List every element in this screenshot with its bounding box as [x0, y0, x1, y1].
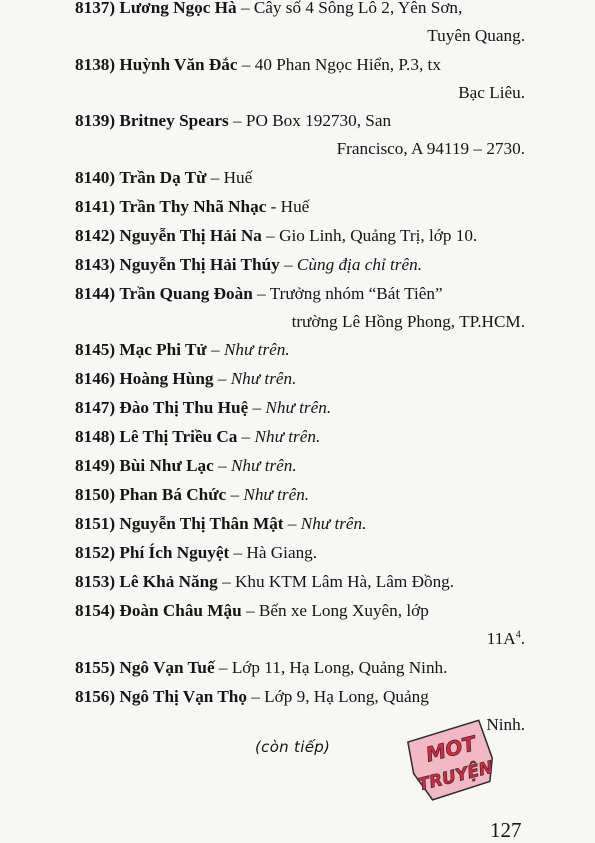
entry-address: Như trên. [243, 485, 310, 504]
watermark-logo [404, 718, 500, 806]
entry-separator: – [229, 543, 247, 562]
entry-address: Như trên. [300, 514, 367, 533]
to-be-continued-text: (còn tiếp) [255, 738, 331, 756]
entry-number: 8138) [75, 54, 116, 74]
list-item [75, 0, 525, 50]
entry-address: Như trên. [254, 427, 321, 446]
entry-address-continued [75, 22, 525, 50]
page-number: 127 [490, 818, 522, 842]
entry-address: Cùng địa chỉ trên. [296, 254, 423, 274]
entry-name: Bùi Như Lạc [119, 456, 214, 475]
list-item [75, 336, 525, 364]
entry-separator: – [237, 54, 255, 74]
entry-separator: – [252, 283, 270, 303]
entry-address: Huế [280, 196, 310, 216]
entry-name: Trần Dạ Từ [119, 167, 207, 187]
list-item [75, 222, 525, 250]
entry-separator: – [228, 111, 246, 130]
logo-line1: MOT [423, 731, 479, 767]
entry-number: 8155) [75, 657, 116, 677]
entry-address-continued-text: 11A [486, 629, 516, 648]
logo-line2: TRUYỆN [416, 757, 496, 796]
entry-address-continued [75, 79, 525, 107]
entry-number: 8140) [75, 167, 116, 187]
list-item [75, 280, 525, 336]
entry-name: Phan Bá Chức [119, 485, 227, 504]
entry-separator: – [246, 686, 265, 706]
footnote-marker: 4 [515, 629, 521, 641]
entry-name: Nguyễn Thị Thân Mật [119, 514, 284, 533]
entry-separator: – [214, 657, 232, 677]
entry-number: 8154) [75, 601, 116, 620]
entry-separator: – [213, 456, 231, 475]
list-item [75, 193, 525, 221]
list-item [75, 394, 525, 422]
entry-address: Như trên. [230, 456, 297, 475]
list-item [75, 481, 525, 509]
list-item [75, 423, 525, 451]
entry-address: PO Box 192730, San [245, 111, 392, 130]
list-item [75, 164, 525, 192]
entry-name: Mạc Phi Tử [119, 340, 207, 359]
entry-address: Hà Giang. [246, 543, 318, 562]
entry-number: 8151) [75, 514, 116, 533]
entry-address-continued-text: trường Lê Hồng Phong, TP.HCM. [291, 311, 525, 331]
entry-address: Huế [223, 167, 253, 187]
entry-address: 40 Phan Ngọc Hiển, P.3, tx [254, 54, 441, 74]
entry-name: Trần Thy Nhã Nhạc [119, 196, 267, 216]
entry-name: Lê Khả Năng [119, 572, 218, 591]
entry-separator: – [283, 514, 301, 533]
entry-name: Đào Thị Thu Huệ [119, 398, 249, 417]
entry-address-continued-text: Francisco, A 94119 – 2730. [336, 139, 525, 158]
entry-number: 8149) [75, 456, 116, 475]
entry-separator: – [279, 254, 297, 274]
entry-address-continued-tail: . [520, 629, 525, 648]
entry-address: Lớp 9, Hạ Long, Quảng [264, 686, 429, 706]
entry-name: Ngô Thị Vạn Thọ [119, 686, 247, 706]
entry-number: 8150) [75, 485, 116, 504]
entry-number: 8139) [75, 111, 116, 130]
entry-number: 8147) [75, 398, 116, 417]
entry-name: Ngô Vạn Tuế [119, 657, 215, 677]
entry-name: Nguyễn Thị Hải Thúy [119, 254, 280, 274]
entry-address: Như trên. [223, 340, 290, 359]
entry-number: 8145) [75, 340, 116, 359]
list-item [75, 452, 525, 480]
entry-separator: – [213, 369, 231, 388]
entry-name: Đoàn Châu Mậu [119, 601, 242, 620]
list-item [75, 539, 525, 567]
entry-number: 8153) [75, 572, 116, 591]
entry-separator: – [217, 572, 235, 591]
entry-name: Phí Ích Nguyệt [119, 543, 230, 562]
entry-address: Bến xe Long Xuyên, lớp [258, 601, 429, 620]
entry-address: Như trên. [265, 398, 332, 417]
entry-address: Gio Linh, Quảng Trị, lớp 10. [279, 225, 478, 245]
entry-separator: – [237, 427, 255, 446]
entry-address: Như trên. [230, 369, 297, 388]
list-item [75, 107, 525, 163]
entry-address-continued-text: Ninh. [486, 714, 525, 734]
entry-name: Hoàng Hùng [119, 369, 214, 388]
list-item [75, 654, 525, 682]
entry-number: 8143) [75, 254, 116, 274]
entry-separator: – [236, 0, 254, 17]
entry-number: 8141) [75, 196, 116, 216]
entry-separator: – [226, 485, 244, 504]
entry-address-continued [75, 135, 525, 163]
list-item [75, 597, 525, 653]
entry-number: 8144) [75, 283, 116, 303]
entry-address-continued-text: Bạc Liêu. [458, 82, 525, 102]
list-item [75, 51, 525, 107]
list-item [75, 365, 525, 393]
entry-number: 8146) [75, 369, 116, 388]
entry-name: Nguyễn Thị Hải Na [119, 225, 262, 245]
entry-number: 8152) [75, 543, 116, 562]
list-item [75, 568, 525, 596]
entry-separator: – [248, 398, 266, 417]
entry-number: 8137) [75, 0, 116, 17]
entry-number: 8148) [75, 427, 116, 446]
entry-address-continued [75, 308, 525, 336]
entry-name: Lương Ngọc Hà [119, 0, 237, 17]
entry-address: Lớp 11, Hạ Long, Quảng Ninh. [231, 657, 448, 677]
entry-name: Lê Thị Triều Ca [119, 427, 238, 446]
entry-number: 8142) [75, 225, 116, 245]
entry-name: Huỳnh Văn Đắc [119, 54, 238, 74]
entry-address-continued-text: Tuyên Quang. [427, 26, 525, 45]
entry-number: 8156) [75, 686, 116, 706]
entry-address: Cây số 4 Sông Lô 2, Yên Sơn, [253, 0, 463, 17]
entry-address: Trưởng nhóm “Bát Tiên” [269, 283, 443, 303]
entry-separator: - [266, 196, 281, 216]
entry-separator: – [206, 340, 224, 359]
entry-separator: – [206, 167, 224, 187]
entry-separator: – [241, 601, 259, 620]
entry-address-continued [75, 625, 525, 653]
entry-name: Britney Spears [119, 111, 229, 130]
logo-icon [404, 718, 500, 806]
entry-address: Khu KTM Lâm Hà, Lâm Đồng. [234, 572, 455, 591]
entry-name: Trần Quang Đoàn [119, 283, 253, 303]
list-item [75, 510, 525, 538]
entry-separator: – [261, 225, 280, 245]
list-item [75, 251, 525, 279]
